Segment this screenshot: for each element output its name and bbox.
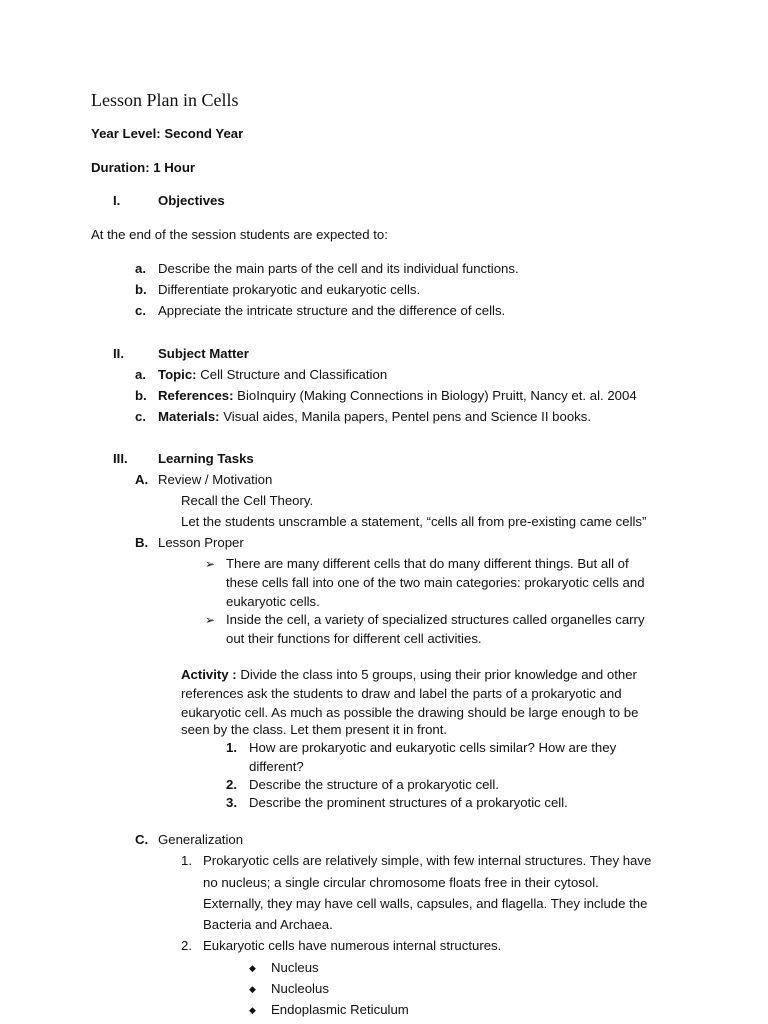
lesson-bullet-line: these cells fall into one of the two main categories: prokaryotic cells and <box>226 575 645 590</box>
year-level-value: Second Year <box>164 126 244 141</box>
lesson-bullet-line: eukaryotic cells. <box>226 594 320 609</box>
arrow-bullet-icon: ➢ <box>205 613 216 627</box>
activity-line: references ask the students to draw and label the parts of a prokaryotic and <box>181 686 622 701</box>
lesson-bullet-line: out their functions for different cell activities. <box>226 631 482 646</box>
subject-text: Visual aides, Manila papers, Pentel pens and Science II books. <box>223 409 592 424</box>
review-line: Recall the Cell Theory. <box>181 493 314 508</box>
task-marker-a: A. <box>135 472 149 487</box>
subject-marker: a. <box>135 367 146 382</box>
objectives-intro: At the end of the session students are expected to: <box>91 227 388 242</box>
objective-text: Describe the main parts of the cell and its individual functions. <box>158 261 519 276</box>
organelle-item: Nucleolus <box>271 981 329 996</box>
duration <box>91 160 195 176</box>
diamond-bullet-icon: ◆ <box>249 1005 256 1015</box>
duration-label: Duration: <box>91 160 150 175</box>
diamond-bullet-icon: ◆ <box>249 963 256 973</box>
arrow-bullet-icon: ➢ <box>205 557 216 571</box>
generalization-line: Eukaryotic cells have numerous internal structures. <box>203 938 502 953</box>
generalization-marker: 1. <box>181 853 192 868</box>
subject-label: References: <box>158 388 234 403</box>
section-numeral-1: I. <box>113 193 121 208</box>
activity-line: eukaryotic cell. As much as possible the drawing should be large enough to be <box>181 705 639 720</box>
review-line: Let the students unscramble a statement, “cells all from pre-existing came cells” <box>181 514 647 529</box>
subject-references <box>158 388 637 404</box>
generalization-line: Bacteria and Archaea. <box>203 917 333 932</box>
subject-text: BioInquiry (Making Connections in Biology) Pruitt, Nancy et. al. 2004 <box>237 388 637 403</box>
task-marker-c: C. <box>135 832 149 847</box>
question-marker: 3. <box>226 795 237 810</box>
activity-line <box>181 667 637 683</box>
section-numeral-3: III. <box>113 451 128 466</box>
activity-label: Activity : <box>181 667 237 682</box>
organelle-item: Nucleus <box>271 960 319 975</box>
generalization-marker: 2. <box>181 938 192 953</box>
year-level-label: Year Level: <box>91 126 161 141</box>
objective-text: Differentiate prokaryotic and eukaryotic cells. <box>158 282 421 297</box>
organelle-item: Endoplasmic Reticulum <box>271 1002 409 1017</box>
objective-marker: a. <box>135 261 146 276</box>
question-marker: 2. <box>226 777 237 792</box>
subject-label: Topic: <box>158 367 197 382</box>
subject-text: Cell Structure and Classification <box>200 367 388 382</box>
question-line: Describe the prominent structures of a prokaryotic cell. <box>249 795 568 810</box>
question-line: How are prokaryotic and eukaryotic cells similar? How are they <box>249 740 617 755</box>
question-line: different? <box>249 759 304 774</box>
section-heading-learning-tasks: Learning Tasks <box>158 451 254 466</box>
activity-text: Divide the class into 5 groups, using their prior knowledge and other <box>236 667 637 682</box>
duration-value: 1 Hour <box>153 160 196 175</box>
generalization-line: no nucleus; a single circular chromosome floats free in their cytosol. <box>203 875 599 890</box>
subject-marker: c. <box>135 409 146 424</box>
subject-label: Materials: <box>158 409 220 424</box>
activity-line: seen by the class. Let them present it in front. <box>181 722 448 737</box>
task-title-review: Review / Motivation <box>158 472 273 487</box>
section-numeral-2: II. <box>113 346 124 361</box>
objective-text: Appreciate the intricate structure and the difference of cells. <box>158 303 506 318</box>
objective-marker: b. <box>135 282 147 297</box>
generalization-line: Prokaryotic cells are relatively simple, with few internal structures. They have <box>203 853 652 868</box>
question-marker: 1. <box>226 740 237 755</box>
task-title-lesson-proper: Lesson Proper <box>158 535 244 550</box>
question-line: Describe the structure of a prokaryotic cell. <box>249 777 499 792</box>
lesson-bullet-line: Inside the cell, a variety of specialized structures called organelles carry <box>226 612 645 627</box>
generalization-line: Externally, they may have cell walls, capsules, and flagella. They include the <box>203 896 648 911</box>
section-heading-objectives: Objectives <box>158 193 225 208</box>
section-heading-subject-matter: Subject Matter <box>158 346 249 361</box>
year-level <box>91 126 243 142</box>
objective-marker: c. <box>135 303 146 318</box>
task-marker-b: B. <box>135 535 149 550</box>
lesson-bullet-line: There are many different cells that do many different things. But all of <box>226 556 629 571</box>
subject-topic <box>158 367 387 383</box>
diamond-bullet-icon: ◆ <box>249 984 256 994</box>
page-title: Lesson Plan in Cells <box>91 90 239 110</box>
subject-materials <box>158 409 591 425</box>
subject-marker: b. <box>135 388 147 403</box>
task-title-generalization: Generalization <box>158 832 244 847</box>
